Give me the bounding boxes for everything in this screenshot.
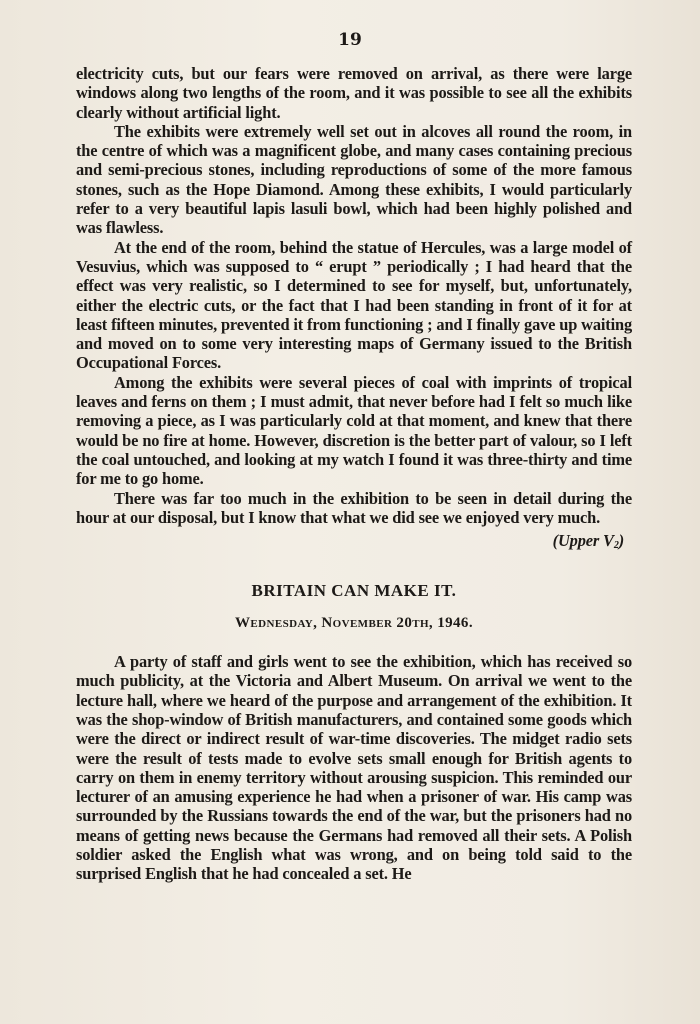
signature-close: ) xyxy=(618,531,624,551)
article1-paragraph-5: There was far too much in the exhibition to be seen in detail during the hour at our disposal, but I know that what we did see we enjoyed very much. xyxy=(76,488,632,527)
article1-paragraph-1: electricity cuts, but our fears were removed on arrival, as there were large windows along two lengths of the room, and it was possible to see all the exhibits clearly without artificial light. xyxy=(76,64,632,122)
article2-date: Wednesday, November 20th, 1946. xyxy=(235,614,473,631)
article2-title: BRITAIN CAN MAKE IT. xyxy=(251,581,457,601)
signature-subscript: 2 xyxy=(613,540,619,552)
signature-text: (Upper V xyxy=(552,531,614,551)
article1-paragraph-3: At the end of the room, behind the statue of Hercules, was a large model of Vesuvius, which was supposed to “ erupt ” periodically ; I had heard that the effect was very realistic, so I determined to see for myself, but, unfortunately, either the electric cuts, or the fact that I had been standing in front of it for at least fifteen minutes, prevented it from functioning ; and I finally gave up waiting and moved on to some very interesting maps of Germany issued to the British Occupational Forces. xyxy=(76,237,632,373)
page-number: 19 xyxy=(338,30,362,50)
page-content xyxy=(76,64,632,884)
article2-paragraph-1: A party of staff and girls went to see the exhibition, which has received so much publicity, at the Victoria and Albert Museum. On arrival we went to the lecture hall, where we heard of the purpose and arrangement of the exhibition. It was the shop-window of British manufacturers, and contained some goods which were the direct or indirect result of war-time discoveries. The midget radio sets were the result of tests made to evolve sets small enough for British agents to carry on them in enemy territory without arousing suspicion. This reminded our lecturer of an amusing experience he had when a prisoner of war. His camp was surrounded by the Russians towards the end of the war, but the prisoners had no means of getting news because the Germans had removed all their sets. A Polish soldier asked the English what was wrong, and on being told said to the surprised English that he had concealed a set. He xyxy=(76,652,632,884)
article1-paragraph-2: The exhibits were extremely well set out in alcoves all round the room, in the centre of which was a magnificent globe, and many cases containing precious and semi-precious stones, including reproductions of some of the more famous stones, such as the Hope Diamond. Among these exhibits, I would particularly refer to a very beautiful lapis lasuli bowl, which had been highly polished and was flawless. xyxy=(76,121,632,238)
article1-paragraph-4: Among the exhibits were several pieces of coal with imprints of tropical leaves and ferns on them ; I must admit, that never before had I felt so much like removing a piece, as I was particularly cold at that moment, and knew that there would be no fire at home. However, discretion is the better part of valour, so I left the coal untouched, and looking at my watch I found it was three-thirty and time for me to go home. xyxy=(76,372,632,489)
article2-body xyxy=(76,652,632,884)
article1-signature xyxy=(76,531,632,555)
